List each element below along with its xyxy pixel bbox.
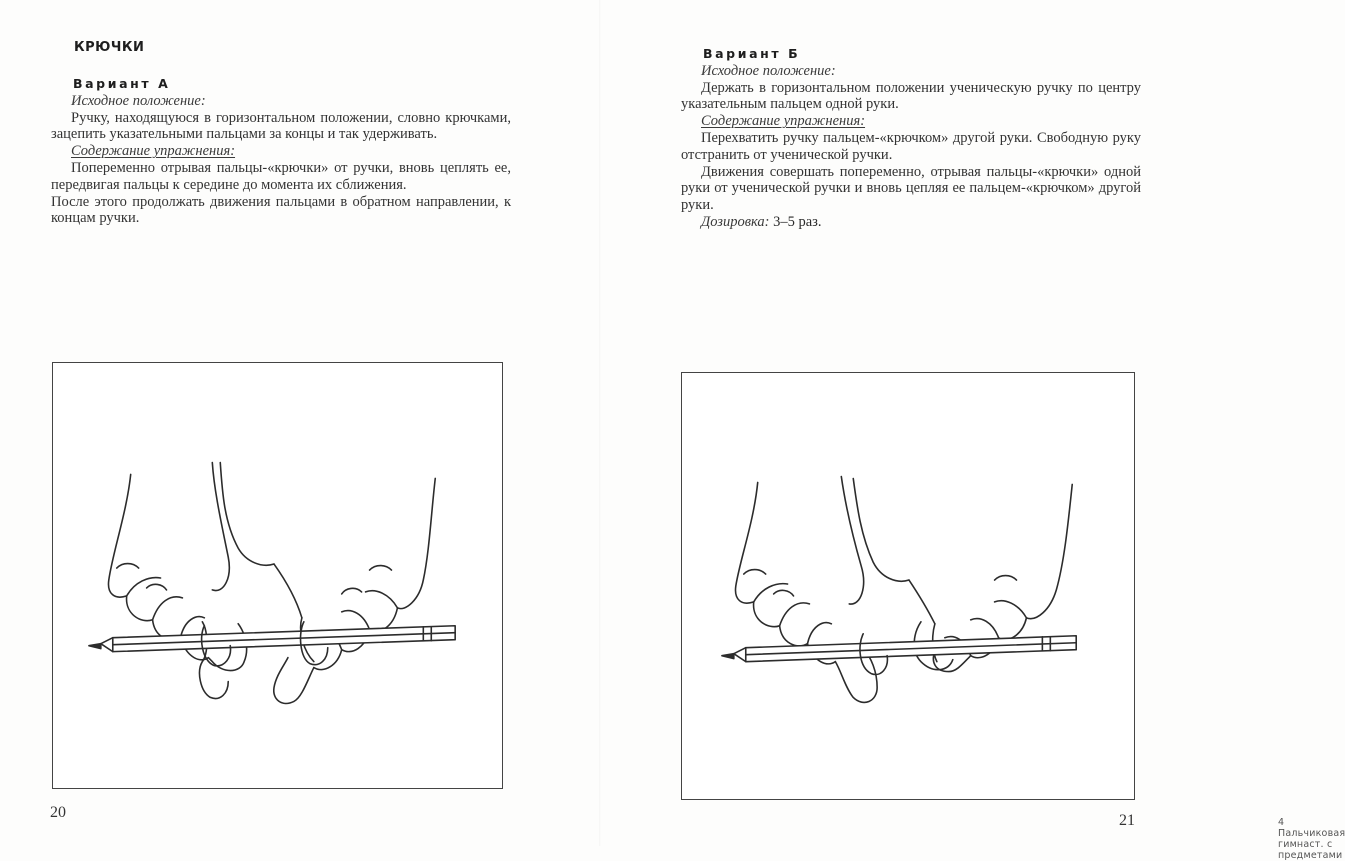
left-page [0, 0, 600, 846]
exercise-text-2: Движения совершать попеременно, отрывая пальцы-«крючки» одной руки от ученической ручки и вновь цепляя ее пальцем-«крючком» другой руки. [681, 163, 1141, 214]
left-text-block [51, 76, 511, 227]
start-position-text: Ручку, находящуюся в горизонтальном положении, словно крючками, зацепить указательными пальцами за концы и так удерживать. [51, 109, 511, 143]
page-number-left: 20 [50, 804, 66, 821]
start-position-label: Исходное положение: [71, 92, 206, 109]
page-footer: 4 Пальчиковая гимнаст. с предметами [1278, 817, 1345, 861]
exercise-text-2: После этого продолжать движения пальцами в обратном направлении, к концам ручки. [51, 193, 511, 227]
pencil [722, 636, 1076, 662]
page-number-right: 21 [1119, 812, 1135, 829]
right-text-block [681, 46, 1141, 231]
right-page [600, 0, 1345, 861]
dosage-line [681, 214, 1141, 231]
illustration-variant-b [681, 372, 1135, 800]
exercise-content-label: Содержание упражнения: [71, 143, 236, 160]
start-position-label: Исходное положение: [701, 62, 836, 79]
dosage-label: Дозировка: [701, 213, 770, 230]
pencil [89, 626, 455, 652]
right-hand-outline [220, 463, 274, 566]
section-title: КРЮЧКИ [74, 40, 145, 55]
exercise-text-1: Попеременно отрывая пальцы-«крючки» от ручки, вновь цеплять ее, передвигая пальцы к середине до момента их сближения. [51, 159, 511, 193]
variant-a-heading: Вариант А [73, 76, 171, 91]
illustration-variant-a [52, 362, 503, 789]
exercise-content-label: Содержание упражнения: [701, 113, 866, 130]
hands-holding-pencil-illustration [53, 363, 502, 788]
exercise-text-1: Перехватить ручку пальцем-«крючком» другой руки. Свободную руку отстранить от ученической ручки. [681, 129, 1141, 163]
dosage-value: 3–5 раз. [773, 213, 822, 230]
left-hand-outline [736, 482, 836, 663]
variant-b-heading: Вариант Б [703, 46, 801, 61]
start-position-text: Держать в горизонтальном положении ученическую ручку по центру указательным пальцем одной руки. [681, 79, 1141, 113]
hands-passing-pencil-illustration [682, 373, 1134, 799]
